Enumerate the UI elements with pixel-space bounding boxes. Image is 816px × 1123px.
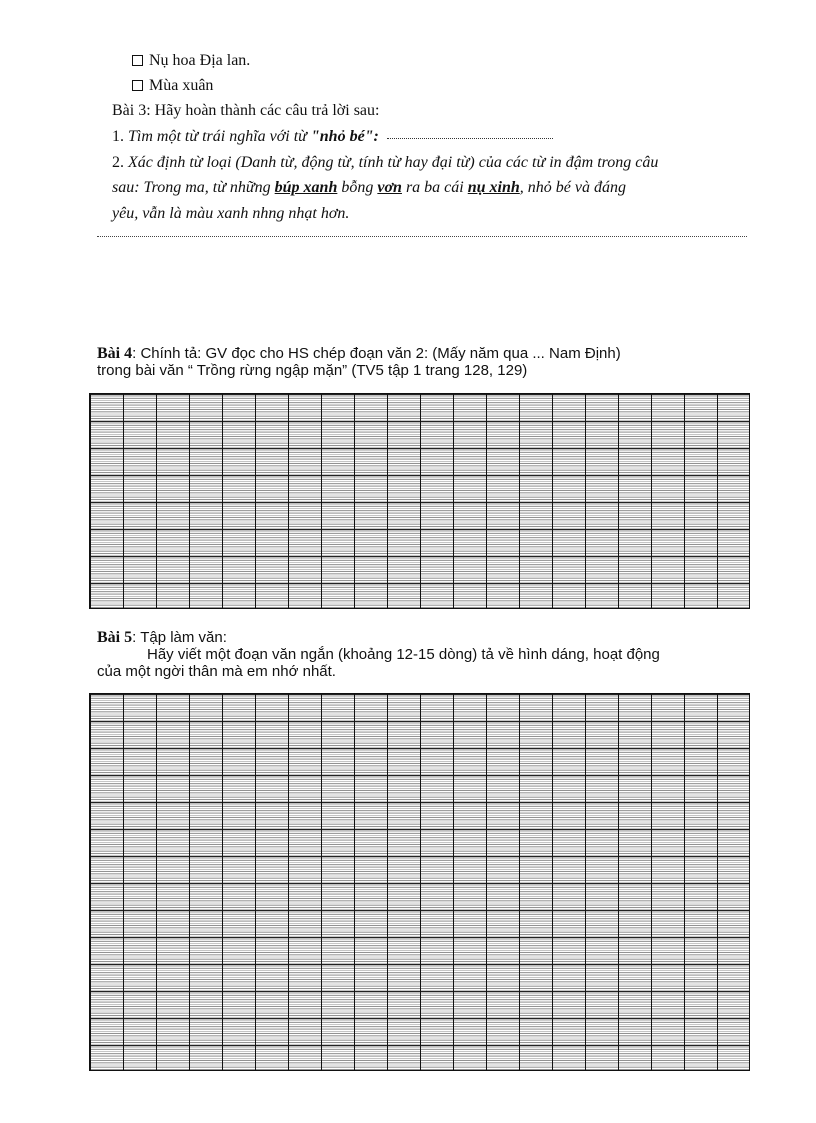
q2-text: Xác định từ loại (Danh từ, động từ, tính từ hay đại từ) của các từ in đậm trong câu <box>128 154 659 171</box>
q2-line-2 <box>112 176 626 200</box>
q1-answer-line[interactable] <box>387 130 553 139</box>
bold-word-bup-xanh: búp xanh <box>274 179 338 196</box>
q1-number: 1. <box>112 128 124 145</box>
bai5-title: : Tập làm văn: <box>132 629 227 646</box>
bai5-writing-grid[interactable] <box>89 693 750 1071</box>
checkbox-square-icon[interactable] <box>132 55 143 66</box>
bai3-question-2 <box>112 151 752 175</box>
q2-answer-line[interactable] <box>97 235 747 237</box>
bai4-header-line1 <box>97 346 621 362</box>
bai5-instruction-line1: Hãy viết một đoạn văn ngắn (khoảng 12-15 dòng) tả về hình dáng, hoạt động <box>147 646 660 663</box>
bai5-label: Bài 5 <box>97 629 133 646</box>
option-mua-xuan[interactable] <box>132 76 213 96</box>
option-nu-hoa-dia-lan[interactable] <box>132 51 250 71</box>
bai3-question-1 <box>112 125 553 149</box>
option-label: Nụ hoa Địa lan. <box>149 52 251 69</box>
bai4-instruction: : Chính tả: GV đọc cho HS chép đoạn văn 2: (Mấy năm qua ... Nam Định) <box>132 345 621 362</box>
q2-text-segment: sau: Trong ma, từ những <box>112 179 271 196</box>
q2-number: 2. <box>112 154 124 171</box>
q1-quoted-word: "nhỏ bé": <box>310 128 379 145</box>
option-label: Mùa xuân <box>149 77 214 94</box>
bai5-header-line1 <box>97 630 227 646</box>
bai5-instruction-line2: của một ngời thân mà em nhớ nhất. <box>97 663 336 680</box>
bai4-label: Bài 4 <box>97 345 133 362</box>
checkbox-square-icon[interactable] <box>132 80 143 91</box>
bold-word-von: vơn <box>377 179 402 196</box>
bai4-header-line2: trong bài văn “ Trồng rừng ngập mặn” (TV5 tập 1 trang 128, 129) <box>97 362 528 379</box>
bai4-writing-grid[interactable] <box>89 393 750 609</box>
bold-word-nu-xinh: nụ xinh <box>467 179 520 196</box>
q1-text: Tìm một từ trái nghĩa với từ <box>128 128 307 145</box>
q2-text-segment: ra ba cái <box>405 179 464 196</box>
q2-text-segment: , nhỏ bé và đáng <box>519 179 626 196</box>
q2-line-3: yêu, vẫn là màu xanh nhng nhạt hơn. <box>112 205 350 222</box>
q2-text-segment: bỗng <box>341 179 374 196</box>
bai3-title: Bài 3: Hãy hoàn thành các câu trả lời sau: <box>112 102 380 119</box>
